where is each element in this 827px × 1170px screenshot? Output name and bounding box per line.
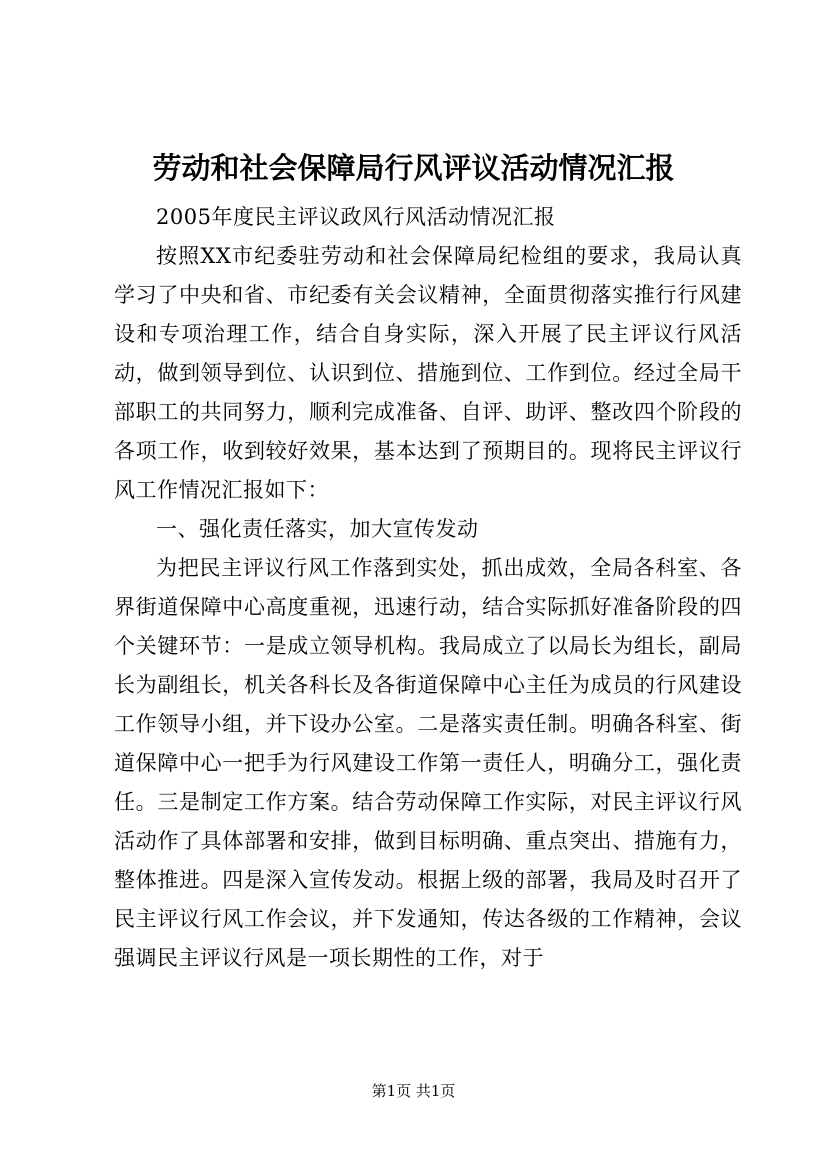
document-body — [114, 198, 742, 978]
page-footer: 第1页 共1页 — [371, 1082, 456, 1100]
subtitle-line: 2005年度民主评议政风行风活动情况汇报 — [156, 205, 556, 229]
paragraph-intro: 按照XX市纪委驻劳动和社会保障局纪检组的要求，我局认真学习了中央和省、市纪委有关会议精神，全面贯彻落实推行行风建设和专项治理工作，结合自身实际，深入开展了民主评议行风活动，做到领导到位、认识到位、措施到位、工作到位。经过全局干部职工的共同努力，顺利完成准备、自评、助评、整改四个阶段的各项工作，收到较好效果，基本达到了预期目的。现将民主评议行风工作情况汇报如下： — [114, 244, 742, 502]
paragraph-section-1: 为把民主评议行风工作落到实处，抓出成效，全局各科室、各界街道保障中心高度重视，迅速行动，结合实际抓好准备阶段的四个关键环节：一是成立领导机构。我局成立了以局长为组长，副局长为副组长，机关各科长及各街道保障中心主任为成员的行风建设工作领导小组，并下设办公室。二是落实责任制。明确各科室、街道保障中心一把手为行风建设工作第一责任人，明确分工，强化责任。三是制定工作方案。结合劳动保障工作实际，对民主评议行风活动作了具体部署和安排，做到目标明确、重点突出、措施有力，整体推进。四是深入宣传发动。根据上级的部署，我局及时召开了民主评议行风工作会议，并下发通知，传达各级的工作精神，会议强调民主评议行风是一项长期性的工作，对于 — [114, 556, 742, 970]
document-title: 劳动和社会保障局行风评议活动情况汇报 — [152, 151, 675, 185]
section-heading: 一、强化责任落实，加大宣传发动 — [156, 517, 479, 541]
